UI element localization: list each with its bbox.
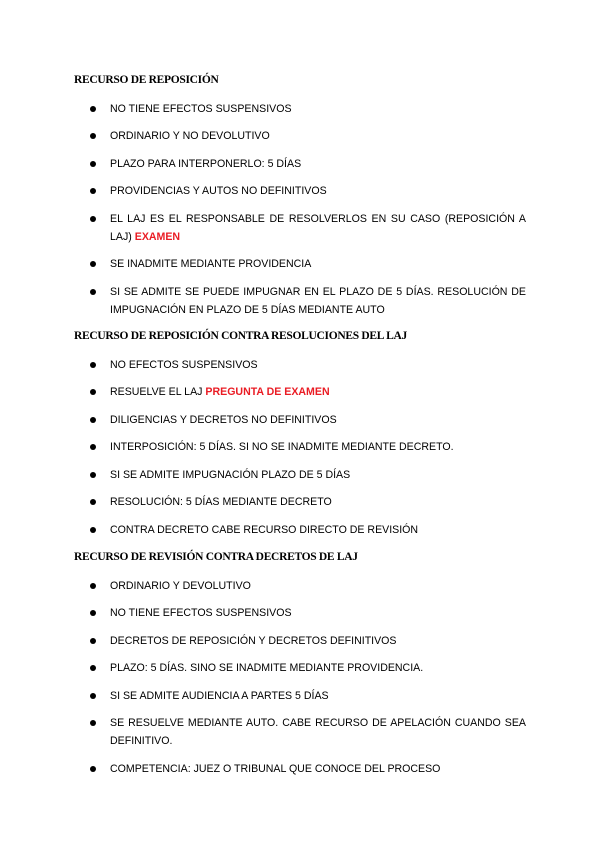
- list-item: NO TIENE EFECTOS SUSPENSIVOS: [110, 103, 292, 115]
- bullet-icon: [90, 133, 96, 139]
- bullet-icon: [90, 766, 96, 772]
- bullet-icon: [90, 261, 96, 267]
- bullet-icon: [90, 720, 96, 726]
- list-item: RESOLUCIÓN: 5 DÍAS MEDIANTE DECRETO: [110, 496, 332, 508]
- exam-highlight: EXAMEN: [134, 231, 181, 243]
- bullet-icon: [90, 610, 96, 616]
- section-heading: RECURSO DE REPOSICIÓN CONTRA RESOLUCIONES DEL LAJ: [74, 330, 407, 342]
- bullet-icon: [90, 499, 96, 505]
- section-heading: RECURSO DE REVISIÓN CONTRA DECRETOS DE LAJ: [74, 551, 358, 563]
- list-item: [110, 210, 526, 246]
- bullet-icon: [90, 693, 96, 699]
- bullet-icon: [90, 216, 96, 222]
- list-item: DECRETOS DE REPOSICIÓN Y DECRETOS DEFINITIVOS: [110, 635, 397, 647]
- list-item: PLAZO PARA INTERPONERLO: 5 DÍAS: [110, 158, 302, 170]
- section-heading: RECURSO DE REPOSICIÓN: [74, 74, 219, 86]
- list-item-text: EL LAJ ES EL RESPONSABLE DE RESOLVERLOS EN SU CASO (REPOSICIÓN A LAJ): [110, 213, 526, 243]
- list-item-text: RESUELVE EL LAJ: [110, 386, 203, 398]
- list-item: ORDINARIO Y NO DEVOLUTIVO: [110, 130, 270, 142]
- list-item: PLAZO: 5 DÍAS. SINO SE INADMITE MEDIANTE PROVIDENCIA.: [110, 662, 424, 674]
- bullet-icon: [90, 665, 96, 671]
- list-item: DILIGENCIAS Y DECRETOS NO DEFINITIVOS: [110, 414, 337, 426]
- exam-highlight: PREGUNTA DE EXAMEN: [205, 386, 330, 398]
- list-item: CONTRA DECRETO CABE RECURSO DIRECTO DE REVISIÓN: [110, 524, 419, 536]
- list-item: SI SE ADMITE AUDIENCIA A PARTES 5 DÍAS: [110, 690, 329, 702]
- bullet-icon: [90, 362, 96, 368]
- list-item: ORDINARIO Y DEVOLUTIVO: [110, 580, 251, 592]
- list-item: SI SE ADMITE SE PUEDE IMPUGNAR EN EL PLAZO DE 5 DÍAS. RESOLUCIÓN DE IMPUGNACIÓN EN PLAZO DE 5 DÍAS MEDIANTE AUTO: [110, 286, 526, 316]
- list-item: PROVIDENCIAS Y AUTOS NO DEFINITIVOS: [110, 185, 327, 197]
- list-item: NO TIENE EFECTOS SUSPENSIVOS: [110, 607, 292, 619]
- bullet-icon: [90, 417, 96, 423]
- bullet-icon: [90, 188, 96, 194]
- bullet-icon: [90, 161, 96, 167]
- bullet-icon: [90, 638, 96, 644]
- bullet-icon: [90, 106, 96, 112]
- list-item: INTERPOSICIÓN: 5 DÍAS. SI NO SE INADMITE MEDIANTE DECRETO.: [110, 441, 454, 453]
- bullet-icon: [90, 527, 96, 533]
- list-item: COMPETENCIA: JUEZ O TRIBUNAL QUE CONOCE DEL PROCESO: [110, 763, 441, 775]
- list-item: SI SE ADMITE IMPUGNACIÓN PLAZO DE 5 DÍAS: [110, 469, 351, 481]
- list-item: SE INADMITE MEDIANTE PROVIDENCIA: [110, 258, 312, 270]
- list-item: NO EFECTOS SUSPENSIVOS: [110, 359, 258, 371]
- bullet-icon: [90, 472, 96, 478]
- bullet-icon: [90, 389, 96, 395]
- bullet-icon: [90, 444, 96, 450]
- list-item: [110, 383, 526, 401]
- list-item: SE RESUELVE MEDIANTE AUTO. CABE RECURSO DE APELACIÓN CUANDO SEA DEFINITIVO.: [110, 717, 526, 747]
- bullet-icon: [90, 289, 96, 295]
- bullet-icon: [90, 583, 96, 589]
